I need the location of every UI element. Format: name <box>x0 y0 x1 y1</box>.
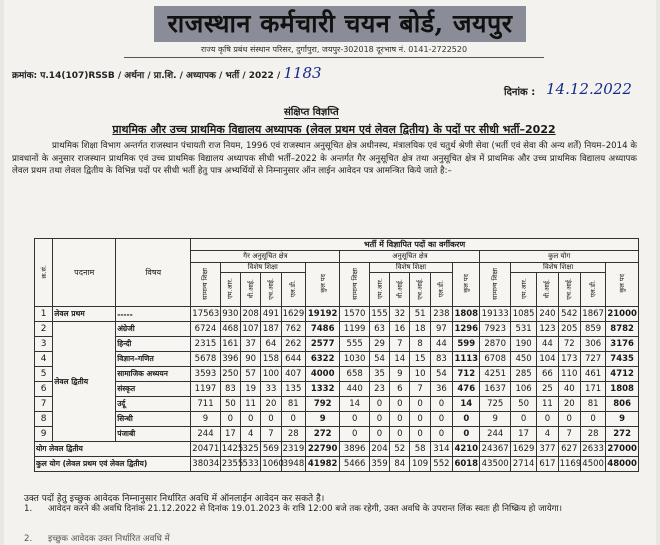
table-cell: 110 <box>558 367 580 382</box>
table-cell: 238 <box>430 307 452 322</box>
level2-total-row-label: योग लेवल द्वितीय <box>35 442 191 457</box>
table-cell: 0 <box>510 412 536 427</box>
table-cell: 41982 <box>305 457 340 472</box>
table-cell: 1570 <box>340 307 369 322</box>
table-cell: 158 <box>261 352 281 367</box>
table-cell: 531 <box>510 322 536 337</box>
row-sno: 6 <box>35 382 53 397</box>
table-row <box>35 412 639 427</box>
table-cell: 0 <box>558 412 580 427</box>
table-cell: 599 <box>453 337 480 352</box>
table-cell: 262 <box>281 337 305 352</box>
table-cell: 0 <box>453 427 480 442</box>
table-cell: 2870 <box>480 337 510 352</box>
notice-title: संक्षिप्त विज्ञप्ति <box>284 104 339 119</box>
table-cell: 711 <box>191 397 220 412</box>
table-cell: 7 <box>410 382 430 397</box>
table-cell: 5678 <box>191 352 220 367</box>
table-cell: 450 <box>510 352 536 367</box>
col-post: पदनाम <box>53 239 116 307</box>
table-cell: 90 <box>241 352 261 367</box>
table-cell: 1332 <box>305 382 340 397</box>
table-cell: 792 <box>305 397 340 412</box>
table-cell: 440 <box>340 382 369 397</box>
table-cell: 1199 <box>340 322 369 337</box>
table-cell: 0 <box>390 397 410 412</box>
table-cell: 18 <box>410 322 430 337</box>
table-cell: 104 <box>537 352 558 367</box>
table-cell: 1425 <box>220 442 240 457</box>
table-cell: 20 <box>261 397 281 412</box>
table-cell: 476 <box>453 382 480 397</box>
table-cell: 0 <box>430 397 452 412</box>
table-cell: 27000 <box>606 442 639 457</box>
table-cell: 2355 <box>220 457 240 472</box>
table-cell: 10 <box>410 367 430 382</box>
t-special: विशेष शिक्षा <box>510 263 605 273</box>
table-cell: 37 <box>241 337 261 352</box>
table-cell: 644 <box>281 352 305 367</box>
table-cell: 0 <box>369 412 389 427</box>
table-row <box>35 337 639 352</box>
table-cell: 22790 <box>305 442 340 457</box>
table-cell: 171 <box>580 382 605 397</box>
table-cell: 617 <box>537 457 558 472</box>
table-cell: 83 <box>220 382 240 397</box>
date-handwritten: 14.12.2022 <box>546 80 632 98</box>
table-caption: भर्ती में विज्ञापित पदों का वर्गीकरण <box>191 239 639 251</box>
table-cell: 930 <box>220 307 240 322</box>
table-row <box>35 307 639 322</box>
table-cell: 7435 <box>606 352 639 367</box>
table-cell: 2577 <box>305 337 340 352</box>
t-ld: एल.डी. <box>580 273 605 307</box>
footer-item-2-text: इच्छुक आवेदक उक्त निर्धारित अवधि में <box>48 534 170 544</box>
table-cell: 24367 <box>480 442 510 457</box>
table-cell: 19 <box>241 382 261 397</box>
table-cell: 658 <box>340 367 369 382</box>
table-cell: 7 <box>558 427 580 442</box>
table-cell: 14 <box>390 352 410 367</box>
table-cell: 542 <box>558 307 580 322</box>
table-cell: 4000 <box>305 367 340 382</box>
table-row <box>35 427 639 442</box>
table-cell: 250 <box>220 367 240 382</box>
table-cell: 6708 <box>480 352 510 367</box>
table-cell: 0 <box>390 412 410 427</box>
table-cell: 64 <box>261 337 281 352</box>
table-cell: 1030 <box>340 352 369 367</box>
table-cell: 0 <box>369 397 389 412</box>
table-cell: 54 <box>430 367 452 382</box>
table-row <box>35 322 639 337</box>
table-cell: 19192 <box>305 307 340 322</box>
org-address: राज्य कृषि प्रबंध संस्थान परिसर, दुर्गापुरा, जयपुर-302018 दूरभाष नं. 0141-2722520 <box>124 44 544 58</box>
table-cell: 1637 <box>480 382 510 397</box>
table-cell: 15 <box>410 352 430 367</box>
row-subject: अंग्रेजी <box>116 322 191 337</box>
table-cell: 17 <box>510 427 536 442</box>
table-cell: 240 <box>537 307 558 322</box>
table-cell: 0 <box>580 412 605 427</box>
table-cell: 325 <box>241 442 261 457</box>
table-cell: 38034 <box>191 457 220 472</box>
table-cell: 5466 <box>340 457 369 472</box>
table-cell: 135 <box>281 382 305 397</box>
table-cell: 468 <box>220 322 240 337</box>
table-cell: 1113 <box>453 352 480 367</box>
t-mr: एम.आर. <box>510 273 536 307</box>
table-cell: 48000 <box>606 457 639 472</box>
table-cell: 0 <box>410 397 430 412</box>
table-cell: 106 <box>510 382 536 397</box>
table-cell: 107 <box>241 322 261 337</box>
table-cell: 272 <box>606 427 639 442</box>
table-cell: 20471 <box>191 442 220 457</box>
table-cell: 2633 <box>580 442 605 457</box>
table-cell: 9 <box>191 412 220 427</box>
table-cell: 6 <box>390 382 410 397</box>
group-non-scheduled: गैर अनुसूचित क्षेत्र <box>191 251 340 263</box>
s-ld: एल.डी. <box>430 273 452 307</box>
table-cell: 4 <box>241 427 261 442</box>
table-cell: 4210 <box>453 442 480 457</box>
ns-ld: एल.डी. <box>281 273 305 307</box>
col-subject: विषय <box>116 239 191 307</box>
table-cell: 19133 <box>480 307 510 322</box>
footer-item-1-text: आवेदन करने की अवधि दिनांक 21.12.2022 से दिनांक 19.01.2023 के रात्रि 12:00 बजे तक रहेगी, उक्त अवधि के उपरान्त लिंक स्वतः ही निष्क्रिय हो जायेगा। <box>48 504 563 514</box>
table-cell: 377 <box>537 442 558 457</box>
table-cell: 244 <box>191 427 220 442</box>
row-subject: विज्ञान–गणित <box>116 352 191 367</box>
date-label: दिनांक : <box>504 87 536 98</box>
row-subject: संस्कृत <box>116 382 191 397</box>
table-cell: 50 <box>220 397 240 412</box>
ns-hi: एच.आई. <box>261 273 281 307</box>
table-cell: 9 <box>305 412 340 427</box>
footer-item-1 <box>24 503 629 515</box>
row-subject: ----- <box>116 307 191 322</box>
table-cell: 6018 <box>453 457 480 472</box>
table-cell: 2315 <box>191 337 220 352</box>
table-cell: 7486 <box>305 322 340 337</box>
table-cell: 1629 <box>510 442 536 457</box>
table-cell: 2319 <box>281 442 305 457</box>
ns-total: कुल पद <box>305 263 340 307</box>
vacancy-table <box>34 238 639 472</box>
table-cell: 0 <box>430 412 452 427</box>
table-cell: 58 <box>410 442 430 457</box>
s-total: कुल पद <box>453 263 480 307</box>
table-cell: 359 <box>369 457 389 472</box>
ns-general: सामान्य शिक्षा <box>191 263 220 307</box>
table-cell: 4 <box>537 427 558 442</box>
table-row <box>35 352 639 367</box>
table-cell: 83 <box>430 352 452 367</box>
table-cell: 1197 <box>191 382 220 397</box>
grand-total-row <box>35 457 639 472</box>
table-cell: 35 <box>369 367 389 382</box>
table-cell: 32 <box>390 307 410 322</box>
s-hi: एच.आई. <box>410 273 430 307</box>
table-cell: 6724 <box>191 322 220 337</box>
ns-vi: वी.आई. <box>241 273 261 307</box>
table-cell: 491 <box>261 307 281 322</box>
table-cell: 0 <box>220 412 240 427</box>
table-cell: 208 <box>241 307 261 322</box>
table-cell: 3948 <box>281 457 305 472</box>
row-sno: 8 <box>35 412 53 427</box>
table-cell: 3593 <box>191 367 220 382</box>
table-cell: 1808 <box>606 382 639 397</box>
org-title: राजस्थान कर्मचारी चयन बोर्ड, जयपुर <box>154 6 526 42</box>
table-cell: 9 <box>390 367 410 382</box>
table-cell: 7 <box>261 427 281 442</box>
table-cell: 81 <box>281 397 305 412</box>
ns-mr: एम.आर. <box>220 273 240 307</box>
intro-paragraph: प्राथमिक शिक्षा विभाग अन्तर्गत राजस्थान पंचायती राज नियम, 1996 एवं राजस्थान अनुसूचित क्षेत्र अधीनस्थ, मंत्रालयिक एवं चतुर्थ श्रेणी सेवा (भर्ती एवं सेवा की अन्य शर्तें) नियम–2014 के प्रावधानों के अनुसार राजस्थान प्राथमिक एवं उच्च प्राथमिक विद्यालय अध्यापक सीधी भर्ती–2022 के अन्तर्गत गैर अनुसूचित क्षेत्र तथा अनुसूचित क्षेत्र में प्राथमिक और उच्च प्राथमिक विद्यालय अध्यापक लेवल प्रथम तथा लेवल द्वितीय के विभिन्न पदों पर सीधी भर्ती हेतु पात्र अभ्यर्थियों से निम्नानुसार ऑन लाईन आवेदन पत्र आमन्त्रित किये जाते है:– <box>12 141 637 177</box>
table-cell: 44 <box>537 337 558 352</box>
table-cell: 25 <box>537 382 558 397</box>
table-cell: 28 <box>281 427 305 442</box>
table-cell: 51 <box>410 307 430 322</box>
table-cell: 1808 <box>453 307 480 322</box>
table-cell: 4712 <box>606 367 639 382</box>
table-cell: 3176 <box>606 337 639 352</box>
table-cell: 6322 <box>305 352 340 367</box>
table-cell: 569 <box>261 442 281 457</box>
table-cell: 8782 <box>606 322 639 337</box>
row-subject: पंजाबी <box>116 427 191 442</box>
table-cell: 1169 <box>558 457 580 472</box>
table-cell: 109 <box>410 457 430 472</box>
table-cell: 762 <box>281 322 305 337</box>
reference-number <box>12 64 322 82</box>
table-cell: 461 <box>580 367 605 382</box>
post-level-2: लेवल द्वितीय <box>53 322 116 442</box>
t-vi: वी.आई. <box>537 273 558 307</box>
table-cell: 1085 <box>510 307 536 322</box>
table-cell: 314 <box>430 442 452 457</box>
table-cell: 100 <box>261 367 281 382</box>
post-level-1: लेवल प्रथम <box>53 307 116 322</box>
table-cell: 44 <box>430 337 452 352</box>
table-cell: 0 <box>390 427 410 442</box>
table-cell: 0 <box>340 412 369 427</box>
table-cell: 40 <box>558 382 580 397</box>
table-cell: 4251 <box>480 367 510 382</box>
row-subject: सिन्धी <box>116 412 191 427</box>
row-sno: 5 <box>35 367 53 382</box>
table-cell: 0 <box>281 412 305 427</box>
table-cell: 306 <box>580 337 605 352</box>
table-cell: 84 <box>390 457 410 472</box>
table-cell: 50 <box>510 397 536 412</box>
table-cell: 725 <box>480 397 510 412</box>
footer-item-2-number: 2. <box>24 534 33 544</box>
table-cell: 0 <box>430 427 452 442</box>
table-cell: 7923 <box>480 322 510 337</box>
table-cell: 0 <box>261 412 281 427</box>
table-cell: 0 <box>453 412 480 427</box>
group-scheduled: अनुसूचित क्षेत्र <box>340 251 480 263</box>
table-cell: 28 <box>580 427 605 442</box>
row-sno: 2 <box>35 322 53 337</box>
table-cell: 123 <box>537 322 558 337</box>
table-cell: 8 <box>410 337 430 352</box>
table-row <box>35 397 639 412</box>
table-cell: 0 <box>369 427 389 442</box>
document-page <box>4 0 656 545</box>
table-cell: 11 <box>537 397 558 412</box>
table-cell: 81 <box>580 397 605 412</box>
ns-special: विशेष शिक्षा <box>220 263 305 273</box>
table-cell: 14 <box>453 397 480 412</box>
col-sno: क्र.सं. <box>35 239 53 307</box>
table-cell: 17 <box>220 427 240 442</box>
group-total: कुल योग <box>480 251 639 263</box>
table-cell: 4500 <box>580 457 605 472</box>
row-subject: उर्दू <box>116 397 191 412</box>
reference-handwritten-number: 1183 <box>283 64 322 82</box>
s-mr: एम.आर. <box>369 273 389 307</box>
table-cell: 396 <box>220 352 240 367</box>
table-cell: 9 <box>480 412 510 427</box>
table-cell: 533 <box>241 457 261 472</box>
table-cell: 63 <box>369 322 389 337</box>
table-cell: 0 <box>537 412 558 427</box>
table-cell: 0 <box>241 412 261 427</box>
table-cell: 173 <box>558 352 580 367</box>
row-sno: 7 <box>35 397 53 412</box>
table-cell: 11 <box>241 397 261 412</box>
table-cell: 727 <box>580 352 605 367</box>
table-cell: 0 <box>410 412 430 427</box>
table-cell: 43500 <box>480 457 510 472</box>
row-subject: सामाजिक अध्ययन <box>116 367 191 382</box>
table-row <box>35 382 639 397</box>
table-cell: 712 <box>453 367 480 382</box>
table-cell: 0 <box>340 427 369 442</box>
table-cell: 285 <box>510 367 536 382</box>
row-sno: 4 <box>35 352 53 367</box>
table-cell: 9 <box>606 412 639 427</box>
table-cell: 14 <box>340 397 369 412</box>
table-cell: 1629 <box>281 307 305 322</box>
table-cell: 272 <box>305 427 340 442</box>
table-cell: 20 <box>558 397 580 412</box>
row-sno: 3 <box>35 337 53 352</box>
table-cell: 16 <box>390 322 410 337</box>
table-cell: 72 <box>558 337 580 352</box>
footer-line: उक्त पदों हेतु इच्छुक आवेदक निम्नानुसार निर्धारित अवधि में ऑनलाईन आवेदन कर सकते है। <box>24 494 325 504</box>
table-cell: 204 <box>369 442 389 457</box>
reference-prefix: क्रमांक: प.14(107)RSSB / अर्थना / प्रा.शि. / अध्यापक / भर्ती / 2022 / <box>12 71 281 81</box>
table-row <box>35 367 639 382</box>
row-sno: 9 <box>35 427 53 442</box>
table-cell: 54 <box>369 352 389 367</box>
table-cell: 2714 <box>510 457 536 472</box>
s-general: सामान्य शिक्षा <box>340 263 369 307</box>
table-cell: 23 <box>369 382 389 397</box>
table-cell: 17563 <box>191 307 220 322</box>
table-cell: 205 <box>558 322 580 337</box>
t-total: कुल पद <box>606 263 639 307</box>
table-cell: 21000 <box>606 307 639 322</box>
table-cell: 1060 <box>261 457 281 472</box>
table-cell: 1867 <box>580 307 605 322</box>
table-cell: 57 <box>241 367 261 382</box>
footer-item-1-number: 1. <box>24 504 33 514</box>
table-cell: 552 <box>430 457 452 472</box>
level2-total-row <box>35 442 639 457</box>
table-cell: 161 <box>220 337 240 352</box>
table-cell: 1296 <box>453 322 480 337</box>
table-cell: 66 <box>537 367 558 382</box>
grand-total-row-label: कुल योग (लेवल प्रथम एवं लेवल द्वितीय) <box>35 457 191 472</box>
table-cell: 52 <box>390 442 410 457</box>
table-cell: 33 <box>261 382 281 397</box>
table-cell: 627 <box>558 442 580 457</box>
row-sno: 1 <box>35 307 53 322</box>
table-cell: 187 <box>261 322 281 337</box>
table-cell: 407 <box>281 367 305 382</box>
t-general: सामान्य शिक्षा <box>480 263 510 307</box>
table-cell: 555 <box>340 337 369 352</box>
t-hi: एच.आई. <box>558 273 580 307</box>
s-special: विशेष शिक्षा <box>369 263 452 273</box>
table-cell: 859 <box>580 322 605 337</box>
table-cell: 3896 <box>340 442 369 457</box>
row-subject: हिन्दी <box>116 337 191 352</box>
table-cell: 97 <box>430 322 452 337</box>
table-cell: 36 <box>430 382 452 397</box>
table-cell: 806 <box>606 397 639 412</box>
s-vi: वी.आई. <box>390 273 410 307</box>
table-cell: 244 <box>480 427 510 442</box>
table-cell: 7 <box>390 337 410 352</box>
footer-item-2 <box>24 532 170 544</box>
subject-line: प्राथमिक और उच्च प्राथमिक विद्यालय अध्यापक (लेवल प्रथम एवं लेवल द्वितीय) के पदों पर सीधी भर्ती–2022 <box>112 123 556 136</box>
table-cell: 155 <box>369 307 389 322</box>
table-cell: 29 <box>369 337 389 352</box>
table-cell: 0 <box>410 427 430 442</box>
table-cell: 190 <box>510 337 536 352</box>
